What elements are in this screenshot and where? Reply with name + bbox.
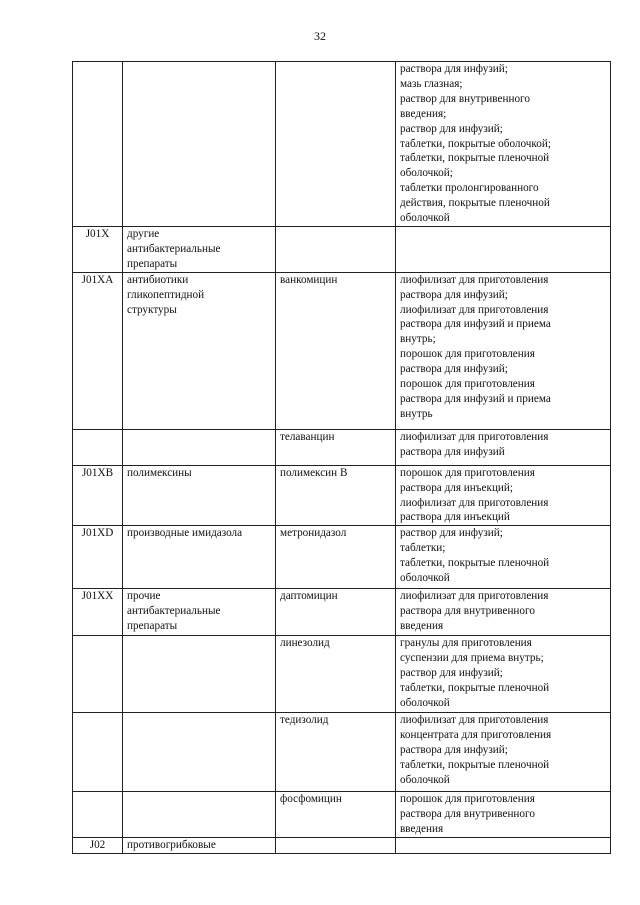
table-row [73, 465, 611, 526]
dosage-forms-cell-line: введения [400, 620, 444, 633]
table-row [73, 636, 611, 713]
dosage-forms-cell-line: внутрь; [400, 333, 436, 346]
atc-code-cell [73, 429, 123, 465]
dosage-forms-cell-line: внутрь [400, 407, 433, 420]
atc-code-cell [73, 526, 123, 589]
anatomical-group-cell [123, 62, 276, 227]
dosage-forms-cell [396, 838, 611, 854]
dosage-forms-cell-line: раствора для инфузий; [400, 363, 508, 376]
dosage-forms-cell [396, 272, 611, 429]
dosage-forms-cell-line: раствора для инфузий; [400, 288, 508, 301]
anatomical-group-cell-line: гликопептидной [127, 288, 205, 301]
dosage-forms-cell-line: таблетки пролонгированного [400, 182, 539, 195]
dosage-forms-cell-line: введения [400, 823, 444, 836]
dosage-forms-cell [396, 62, 611, 227]
atc-code-text: J01XX [81, 590, 114, 603]
dosage-forms-cell-line: суспензии для приема внутрь; [400, 652, 544, 665]
atc-code-cell [73, 713, 123, 792]
anatomical-group-cell-line: препараты [127, 257, 178, 270]
dosage-forms-cell [396, 713, 611, 792]
substance-cell [276, 792, 396, 838]
atc-code-text: J01XB [81, 466, 114, 479]
substance-cell [276, 429, 396, 465]
anatomical-group-cell [123, 526, 276, 589]
anatomical-group-cell-line: препараты [127, 620, 178, 633]
substance-cell-line: метронидазол [280, 527, 347, 540]
substance-cell-line: линезолид [280, 637, 330, 650]
anatomical-group-cell-line: другие [127, 228, 160, 240]
dosage-forms-cell-line: раствор для инфузий; [400, 527, 503, 540]
anatomical-group-cell-line: антибактериальные [127, 242, 221, 255]
atc-code-cell [73, 838, 123, 854]
anatomical-group-cell-line: антибактериальные [127, 605, 221, 618]
table-row [73, 227, 611, 273]
table-body [73, 62, 611, 854]
dosage-forms-cell-line: лиофилизат для приготовления [400, 590, 549, 603]
anatomical-group-cell [123, 589, 276, 636]
substance-cell [276, 465, 396, 526]
anatomical-group-cell [123, 713, 276, 792]
dosage-forms-cell-line: оболочкой [400, 696, 450, 709]
dosage-forms-cell-line: лиофилизат для приготовления [400, 496, 549, 509]
dosage-forms-cell-line: лиофилизат для приготовления [400, 714, 549, 727]
substance-cell-line: телаванцин [280, 430, 335, 443]
substance-cell-line: полимексин В [280, 466, 348, 479]
substance-cell-line: тедизолид [280, 714, 329, 727]
anatomical-group-cell [123, 272, 276, 429]
atc-code-cell [73, 792, 123, 838]
atc-code-cell [73, 62, 123, 227]
substance-cell-line: даптомицин [280, 590, 338, 603]
dosage-forms-cell-line: лиофилизат для приготовления [400, 303, 549, 316]
substance-cell [276, 713, 396, 792]
substance-cell [276, 589, 396, 636]
dosage-forms-cell-line: таблетки; [400, 542, 446, 555]
substance-cell-line: ванкомицин [280, 273, 338, 286]
dosage-forms-cell-line: оболочкой [400, 773, 450, 786]
table-row [73, 526, 611, 589]
anatomical-group-cell [123, 429, 276, 465]
page-number: 32 [314, 29, 326, 43]
dosage-forms-cell [396, 465, 611, 526]
drug-table [72, 61, 611, 854]
atc-code-cell [73, 227, 123, 273]
dosage-forms-cell-line: таблетки, покрытые пленочной [400, 682, 550, 695]
substance-cell [276, 227, 396, 273]
dosage-forms-cell-line: порошок для приготовления [400, 793, 535, 806]
dosage-forms-cell [396, 589, 611, 636]
dosage-forms-cell-line: раствор для инфузий; [400, 122, 503, 135]
table-row [73, 62, 611, 227]
atc-code-cell [73, 465, 123, 526]
dosage-forms-cell-line: раствора для инфузий; [400, 744, 508, 757]
anatomical-group-cell [123, 465, 276, 526]
substance-cell [276, 838, 396, 854]
dosage-forms-cell-line: введения; [400, 107, 447, 120]
dosage-forms-cell-line: оболочкой; [400, 167, 453, 180]
dosage-forms-cell-line: порошок для приготовления [400, 466, 535, 479]
dosage-forms-cell-line: порошок для приготовления [400, 378, 535, 391]
anatomical-group-cell-line: полимексины [127, 466, 192, 479]
anatomical-group-cell [123, 227, 276, 273]
atc-code-text: J01XA [81, 273, 114, 286]
dosage-forms-cell-line: таблетки, покрытые оболочкой; [400, 137, 551, 150]
anatomical-group-cell [123, 636, 276, 713]
substance-cell [276, 62, 396, 227]
atc-code-text: J01XD [81, 527, 114, 540]
anatomical-group-cell [123, 792, 276, 838]
table-row [73, 272, 611, 429]
dosage-forms-cell-line: раствора для инфузий и приема [400, 392, 551, 405]
dosage-forms-cell-line: оболочкой [400, 572, 450, 585]
dosage-forms-cell [396, 636, 611, 713]
dosage-forms-cell-line: раствора для внутривенного [400, 808, 535, 821]
anatomical-group-cell-line: производные имидазола [127, 527, 243, 540]
dosage-forms-cell-line: раствор для инфузий; [400, 667, 503, 680]
atc-code-text: J02 [89, 839, 106, 852]
anatomical-group-cell [123, 838, 276, 854]
dosage-forms-cell-line: таблетки, покрытые пленочной [400, 152, 550, 165]
dosage-forms-cell [396, 526, 611, 589]
dosage-forms-cell-line: лиофилизат для приготовления [400, 430, 549, 443]
dosage-forms-cell-line: раствора для инфузий [400, 445, 505, 458]
atc-code-cell [73, 636, 123, 713]
dosage-forms-cell-line: оболочкой [400, 212, 450, 225]
table-row [73, 713, 611, 792]
table-row [73, 429, 611, 465]
dosage-forms-cell-line: раствора для инфузий и приема [400, 318, 551, 331]
dosage-forms-cell-line: концентрата для приготовления [400, 729, 552, 742]
dosage-forms-cell-line: порошок для приготовления [400, 348, 535, 361]
dosage-forms-cell-line: лиофилизат для приготовления [400, 273, 549, 286]
dosage-forms-cell [396, 429, 611, 465]
dosage-forms-cell-line: раствора для инъекций; [400, 481, 514, 494]
atc-code-cell [73, 589, 123, 636]
dosage-forms-cell-line: действия, покрытые пленочной [400, 197, 550, 210]
dosage-forms-cell-line: таблетки, покрытые пленочной [400, 557, 550, 570]
table-row [73, 589, 611, 636]
dosage-forms-cell [396, 227, 611, 273]
substance-cell [276, 636, 396, 713]
dosage-forms-cell-line: раствора для внутривенного [400, 605, 535, 618]
dosage-forms-cell [396, 792, 611, 838]
substance-cell-line: фосфомицин [280, 793, 342, 806]
dosage-forms-cell-line: раствора для инъекций [400, 511, 510, 524]
table-row [73, 792, 611, 838]
table-row [73, 838, 611, 854]
atc-code-text: J01X [85, 228, 110, 240]
dosage-forms-cell-line: таблетки, покрытые пленочной [400, 759, 550, 772]
anatomical-group-cell-line: противогрибковые [127, 839, 216, 852]
anatomical-group-cell-line: прочие [127, 590, 161, 603]
dosage-forms-cell-line: раствора для инфузий; [400, 63, 508, 75]
anatomical-group-cell-line: антибиотики [127, 273, 189, 286]
atc-code-cell [73, 272, 123, 429]
substance-cell [276, 526, 396, 589]
dosage-forms-cell-line: гранулы для приготовления [400, 637, 532, 650]
substance-cell [276, 272, 396, 429]
dosage-forms-cell-line: раствор для внутривенного [400, 92, 530, 105]
dosage-forms-cell-line: мазь глазная; [400, 77, 463, 90]
anatomical-group-cell-line: структуры [127, 303, 177, 316]
